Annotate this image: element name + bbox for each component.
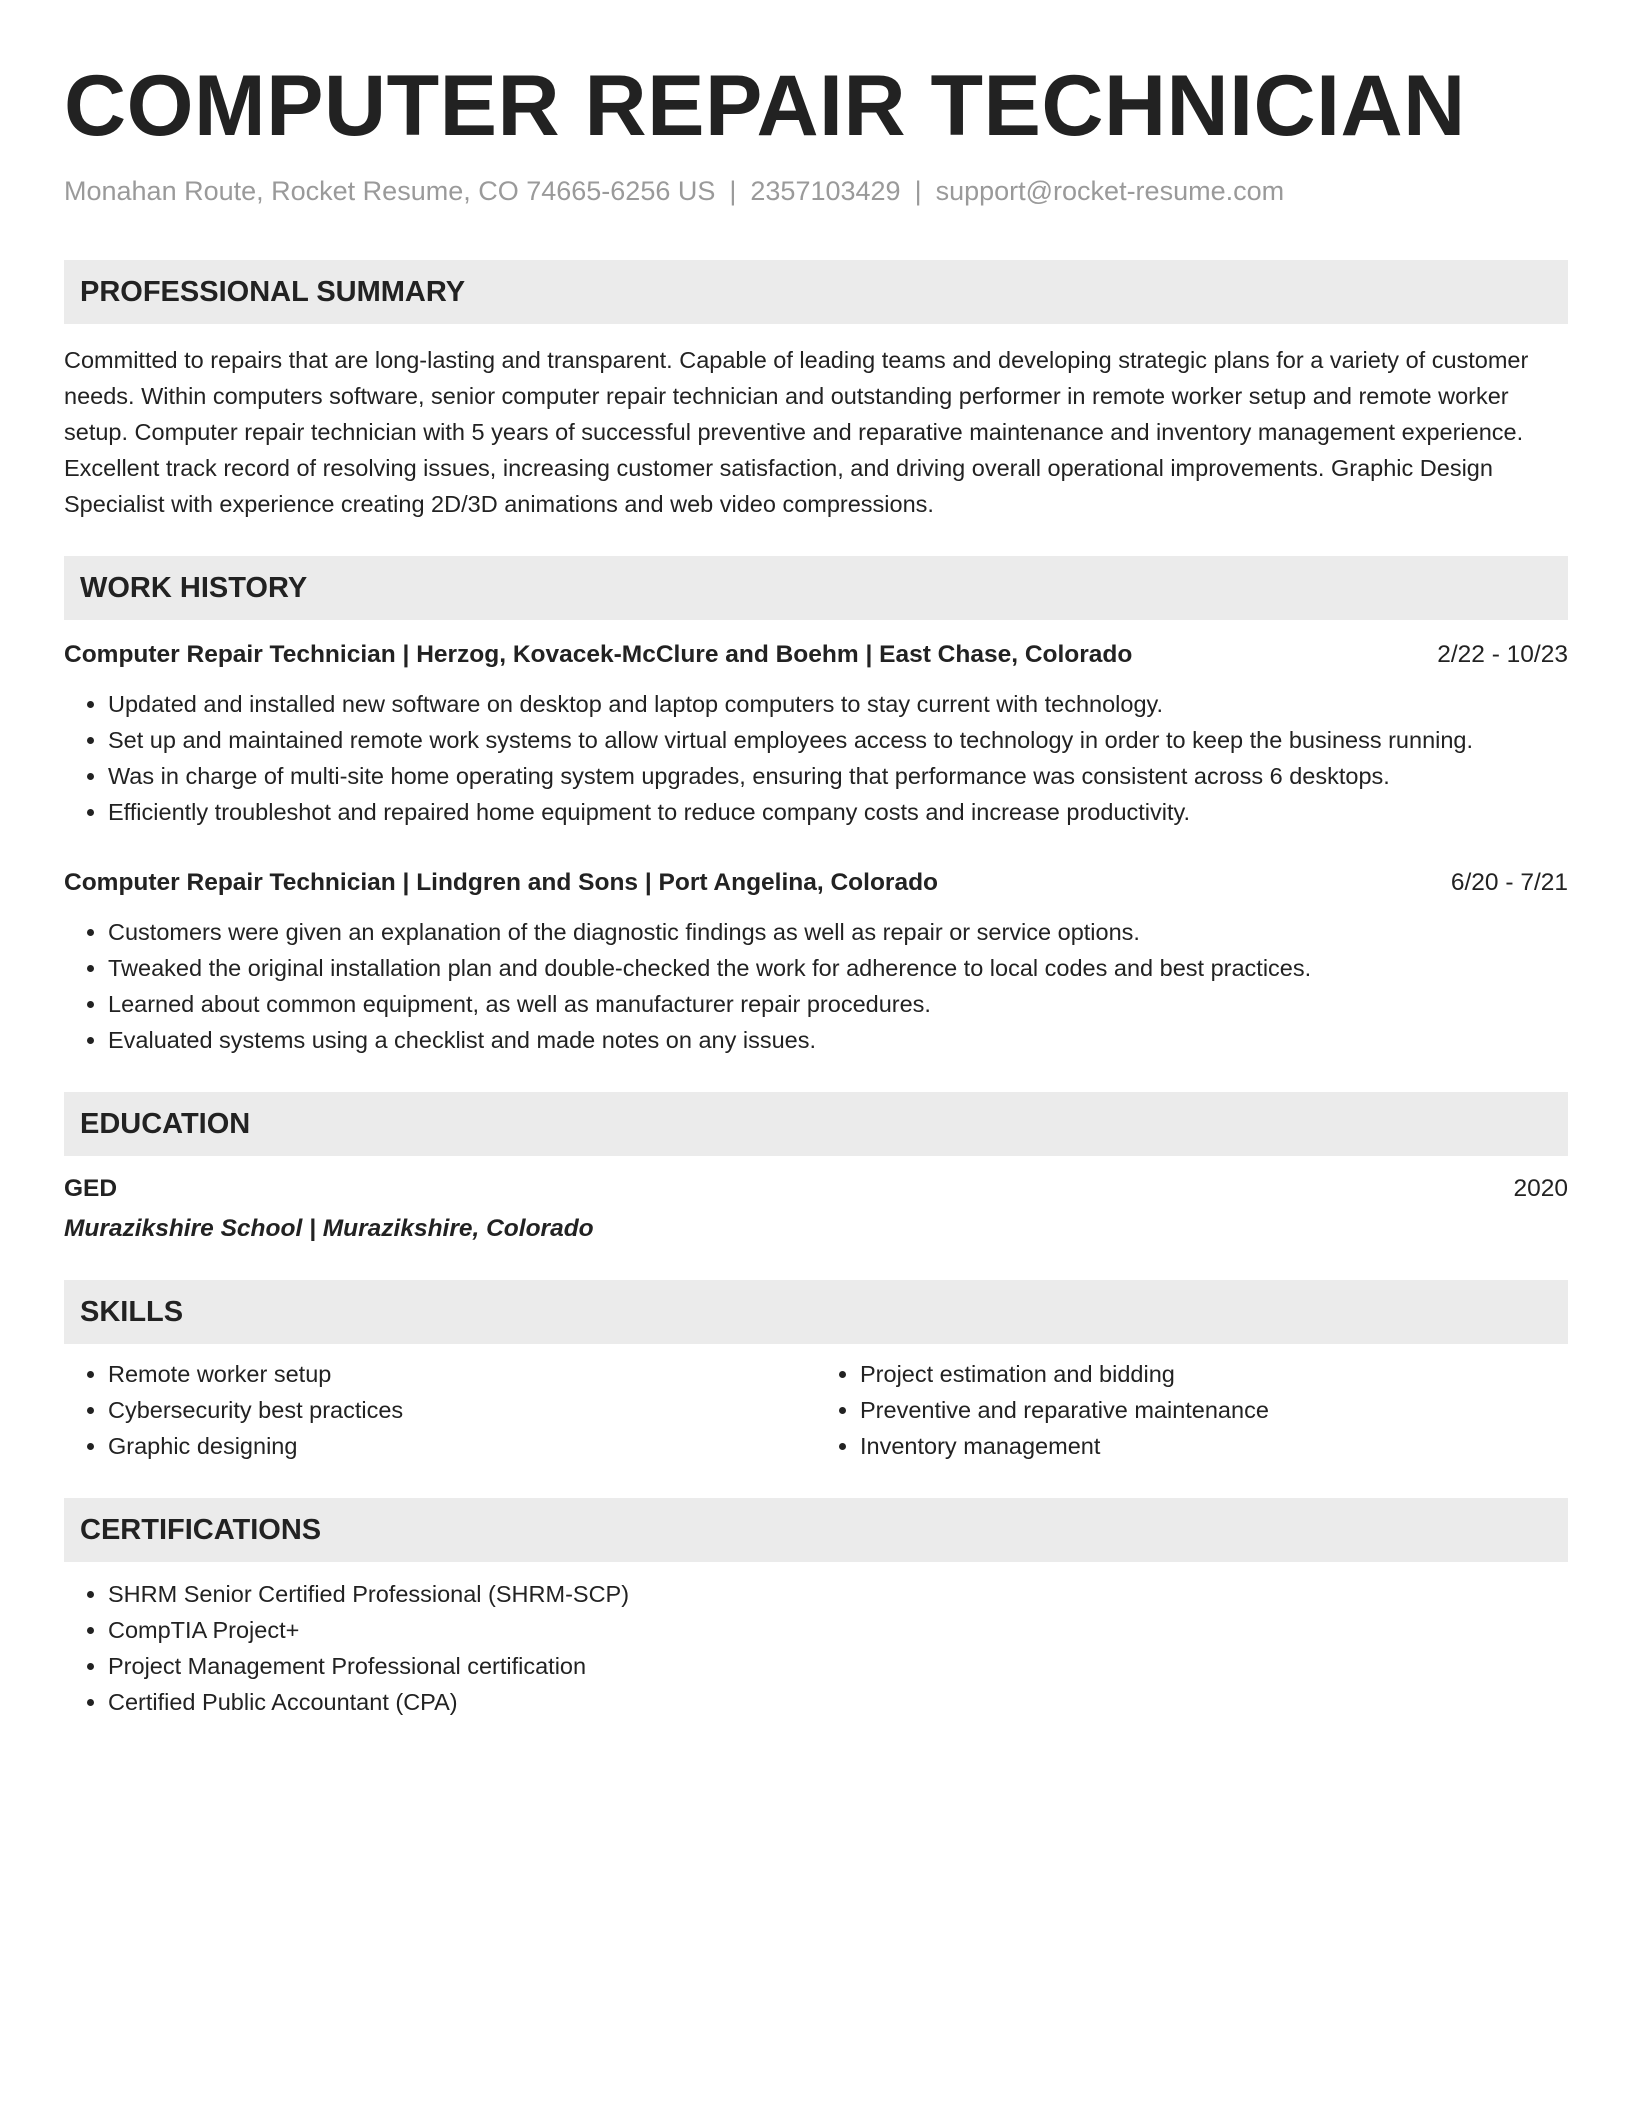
education-school: Murazikshire School | Murazikshire, Colorado — [64, 1215, 594, 1242]
job-dates: 2/22 - 10/23 — [1437, 641, 1568, 668]
job-bullet: • Was in charge of multi-site home operating system upgrades, ensuring that performance was consistent across 6 desktops. — [108, 758, 1568, 794]
section-heading-work-history: WORK HISTORY — [64, 556, 1568, 620]
skills-list-right — [816, 1356, 1568, 1464]
skill-item: • Remote worker setup — [108, 1356, 816, 1392]
section-heading-certifications: CERTIFICATIONS — [64, 1498, 1568, 1562]
contact-email: support@rocket-resume.com — [935, 176, 1285, 206]
job-entry — [64, 866, 1568, 1058]
education-degree: GED — [64, 1175, 118, 1202]
contact-separator: | — [914, 176, 922, 206]
certifications-list — [64, 1576, 1568, 1720]
summary-text: Committed to repairs that are long-lasting and transparent. Capable of leading teams and developing strategic plans for a variety of customer needs. Within computers software, senior computer repair technician and outstanding performer in remote worker setup and remote worker setup. Computer repair technician with 5 years of successful preventive and reparative maintenance and inventory management experience. Excellent track record of resolving issues, increasing customer satisfaction, and driving overall operational improvements. Graphic Design Specialist with experience creating 2D/3D animations and web video compressions. — [64, 347, 1529, 517]
skill-item: • Inventory management — [860, 1428, 1568, 1464]
skill-item: • Preventive and reparative maintenance — [860, 1392, 1568, 1428]
job-bullet: • Efficiently troubleshot and repaired home equipment to reduce company costs and increase productivity. — [108, 794, 1568, 830]
contact-separator: | — [729, 176, 737, 206]
section-heading-summary: PROFESSIONAL SUMMARY — [64, 260, 1568, 324]
job-header — [64, 866, 1568, 900]
job-bullet: • Updated and installed new software on desktop and laptop computers to stay current with technology. — [108, 686, 1568, 722]
skill-item: • Project estimation and bidding — [860, 1356, 1568, 1392]
section-heading-skills: SKILLS — [64, 1280, 1568, 1344]
skills-columns — [64, 1344, 1568, 1464]
contact-phone: 2357103429 — [750, 176, 901, 206]
job-bullet: • Tweaked the original installation plan and double-checked the work for adherence to local codes and best practices. — [108, 950, 1568, 986]
section-heading-education: EDUCATION — [64, 1092, 1568, 1156]
education-header — [64, 1172, 1568, 1206]
job-header — [64, 638, 1568, 672]
certification-item: • Project Management Professional certification — [108, 1648, 1568, 1684]
certification-item: • SHRM Senior Certified Professional (SHRM-SCP) — [108, 1576, 1568, 1612]
job-bullet: • Customers were given an explanation of the diagnostic findings as well as repair or service options. — [108, 914, 1568, 950]
job-entry — [64, 638, 1568, 830]
job-bullet: • Evaluated systems using a checklist and made notes on any issues. — [108, 1022, 1568, 1058]
job-bullets — [64, 686, 1568, 830]
job-bullet: • Set up and maintained remote work systems to allow virtual employees access to technology in order to keep the business running. — [108, 722, 1568, 758]
job-bullet: • Learned about common equipment, as well as manufacturer repair procedures. — [108, 986, 1568, 1022]
resume-name: COMPUTER REPAIR TECHNICIAN — [64, 58, 1466, 154]
skill-item: • Cybersecurity best practices — [108, 1392, 816, 1428]
job-title: Computer Repair Technician | Lindgren and Sons | Port Angelina, Colorado — [64, 869, 939, 896]
job-bullets — [64, 914, 1568, 1058]
contact-address: Monahan Route, Rocket Resume, CO 74665-6256 US — [64, 176, 716, 206]
job-dates: 6/20 - 7/21 — [1450, 869, 1568, 896]
skill-item: • Graphic designing — [108, 1428, 816, 1464]
certification-item: • CompTIA Project+ — [108, 1612, 1568, 1648]
certification-item: • Certified Public Accountant (CPA) — [108, 1684, 1568, 1720]
job-title: Computer Repair Technician | Herzog, Kovacek-McClure and Boehm | East Chase, Colorado — [64, 641, 1133, 668]
skills-list-left — [64, 1356, 816, 1464]
contact-line — [64, 174, 1568, 208]
education-year: 2020 — [1513, 1175, 1568, 1202]
